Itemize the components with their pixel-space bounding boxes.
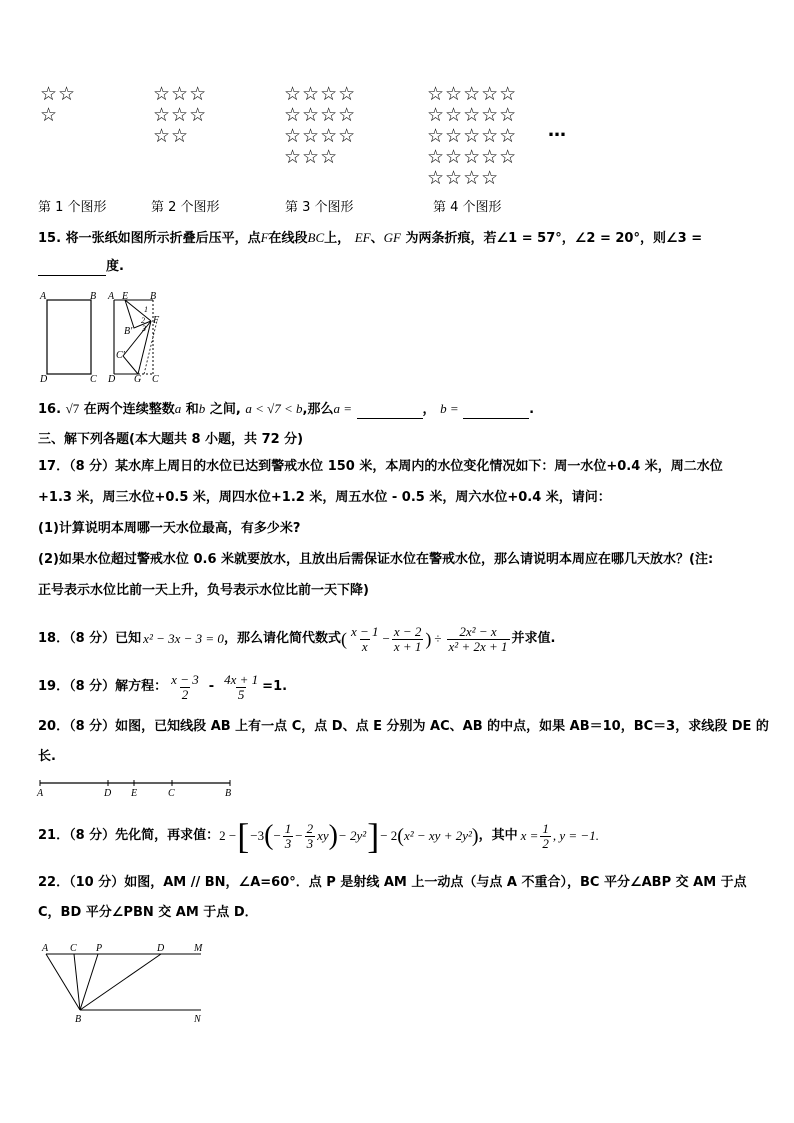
question-text: 上，	[324, 231, 351, 246]
label-E: E	[122, 291, 129, 302]
fraction	[447, 625, 510, 654]
question-text: ,那么	[302, 402, 334, 417]
label-D: D	[104, 788, 112, 798]
fraction	[169, 673, 201, 702]
operator: ÷	[434, 631, 442, 646]
math-term: −3	[250, 828, 265, 843]
question-text: =1.	[262, 679, 288, 694]
question-text: 之间,	[209, 402, 241, 417]
caption-figure-3: 第 3 个图形	[285, 200, 354, 215]
question-lead: 21．（8 分）先化简，再求值：	[38, 828, 220, 843]
pattern-figure-2	[153, 84, 207, 147]
separator: ，	[422, 402, 436, 417]
question-text: 在两个连续整数	[83, 402, 175, 417]
label-C-prime: C'	[116, 350, 125, 361]
answer-blank[interactable]	[38, 261, 106, 276]
label-P: P	[96, 943, 103, 954]
question-17-part2: (2)如果水位超过警戒水位 0.6 米就要放水，且放出后需保证水位在警戒水位，那么请说明本周应在哪几天放水？(注:	[38, 552, 714, 567]
segment-diagram	[36, 776, 236, 798]
label-angle1: 1	[144, 305, 148, 314]
caption-figure-1: 第 1 个图形	[38, 200, 107, 215]
question-text: 并求值.	[511, 631, 556, 646]
question-lead: 18．（8 分）已知	[38, 631, 142, 646]
star-row: ☆☆	[40, 83, 77, 105]
section-heading: 三、解下列各题(本大题共 8 小题，共 72 分)	[38, 432, 304, 447]
answer-blank-b[interactable]	[463, 404, 529, 419]
label-B: B	[90, 291, 97, 302]
numerator: x − 1	[350, 623, 379, 639]
pattern-figure-4	[427, 84, 517, 189]
ellipsis: …	[548, 120, 566, 141]
paren: (	[340, 629, 347, 649]
math-var: a =	[333, 401, 352, 416]
question-lead: 19．（8 分）解方程：	[38, 679, 168, 694]
answer-blank-a[interactable]	[357, 404, 423, 419]
question-21	[38, 813, 599, 859]
denominator: 2	[181, 686, 189, 702]
separator: 、	[370, 231, 384, 246]
question-text: 为两条折痕，若∠1 = 57°，∠2 = 20°，则∠3 =	[405, 231, 703, 246]
math-var: F	[260, 230, 269, 245]
math-var: b	[198, 401, 206, 416]
label-E: E	[131, 788, 138, 798]
question-15-line2	[38, 258, 124, 276]
fraction	[349, 625, 381, 654]
question-text: ，那么请化简代数式	[223, 631, 341, 646]
star-row: ☆☆☆☆	[284, 83, 357, 105]
fraction	[305, 822, 316, 851]
label-B2: B	[150, 291, 157, 302]
paren-right: )	[328, 820, 338, 851]
question-20-line1: 20．（8 分）如图，已知线段 AB 上有一点 C，点 D、点 E 分别为 AC、AB 的中点，如果 AB＝10，BC＝3，求线段 DE 的	[38, 719, 769, 734]
question-text: 在线段	[268, 231, 308, 246]
star-row: ☆☆☆☆☆	[427, 83, 518, 105]
label-A2: A	[108, 291, 115, 302]
star-row: ☆	[40, 104, 59, 126]
fraction	[540, 822, 551, 851]
bracket-right: ]	[367, 816, 380, 856]
label-C: C	[70, 943, 77, 954]
operator: −	[382, 631, 390, 646]
denominator: 5	[237, 686, 245, 702]
star-row: ☆☆☆	[284, 146, 339, 168]
label-M: M	[194, 943, 203, 954]
question-number: 16.	[38, 402, 62, 417]
fold-diagram	[38, 286, 168, 386]
label-D2: D	[108, 374, 116, 385]
star-row: ☆☆☆☆	[284, 125, 357, 147]
label-N: N	[194, 1014, 201, 1025]
unit-text: 度.	[106, 259, 124, 274]
angle-diagram	[36, 938, 216, 1028]
denominator: x	[361, 638, 368, 654]
math-term: − 2y²	[338, 828, 367, 843]
label-F: F	[153, 315, 160, 326]
fraction	[283, 822, 294, 851]
label-angle2: 2	[141, 316, 145, 325]
question-17-line1: 17．（8 分）某水库上周日的水位已达到警戒水位 150 米，本周内的水位变化情况如下：周一水位+0.4 米，周二水位	[38, 459, 723, 474]
math-inequality: a < √7 < b	[245, 401, 303, 416]
math-var: b =	[440, 401, 459, 416]
paren: )	[425, 629, 432, 649]
denominator: 3	[306, 835, 314, 851]
question-text: ，其中	[478, 828, 518, 843]
numerator: 1	[542, 820, 549, 836]
paren-left: (	[397, 825, 404, 847]
denominator: x + 1	[393, 638, 422, 654]
label-D: D	[157, 943, 165, 954]
label-C: C	[168, 788, 175, 798]
end-mark: .	[529, 402, 535, 417]
star-row: ☆☆☆☆☆	[427, 104, 518, 126]
question-17-part1: (1)计算说明本周哪一天水位最高，有多少米?	[38, 521, 301, 536]
math-sqrt: √7	[65, 401, 80, 416]
label-A: A	[40, 291, 47, 302]
question-19	[38, 667, 287, 707]
math-term: −	[295, 828, 303, 843]
bracket-left: [	[237, 816, 250, 856]
label-C2: C	[152, 374, 159, 385]
pattern-figure-3	[284, 84, 356, 168]
denominator: 3	[284, 835, 292, 851]
question-text: 和	[185, 402, 199, 417]
math-condition: x² − 3x − 3 = 0	[143, 631, 224, 646]
math-var: a	[174, 401, 182, 416]
label-G: G	[134, 374, 142, 385]
paren-left: (	[264, 820, 274, 851]
caption-figure-2: 第 2 个图形	[151, 200, 220, 215]
math-term: −	[273, 828, 281, 843]
math-term: , y = −1.	[552, 828, 599, 843]
segment-BD	[80, 954, 161, 1010]
question-text: 将一张纸如图所示折叠后压平，点	[65, 231, 261, 246]
math-term: 2 −	[219, 828, 237, 843]
label-angle3: 3	[142, 324, 146, 333]
numerator: x − 3	[171, 671, 199, 687]
star-row: ☆☆☆☆	[427, 167, 500, 189]
question-20-line2: 长.	[38, 749, 56, 764]
paren-right: )	[471, 825, 479, 847]
segment-BP	[80, 954, 98, 1010]
numerator: 4x + 1	[224, 671, 259, 687]
label-B: B	[75, 1014, 82, 1025]
math-term: x =	[520, 828, 539, 843]
math-var: GF	[383, 230, 401, 245]
question-15-line1	[38, 229, 702, 248]
star-row: ☆☆☆	[153, 104, 208, 126]
fraction	[222, 673, 260, 702]
math-term: x² − xy + 2y²	[403, 828, 472, 843]
star-row: ☆☆☆☆	[284, 104, 357, 126]
numerator: 1	[284, 820, 292, 836]
question-22-line2: C，BD 平分∠PBN 交 AM 于点 D．	[38, 905, 258, 920]
math-term: − 2	[380, 828, 398, 843]
question-22-line1: 22．（10 分）如图，AM // BN，∠A=60°．点 P 是射线 AM 上一动点（与点 A 不重合），BC 平分∠ABP 交 AM 于点	[38, 875, 747, 890]
paper-rectangle	[47, 300, 91, 374]
math-var: BC	[307, 230, 325, 245]
label-C: C	[90, 374, 97, 385]
star-row: ☆☆☆	[153, 83, 208, 105]
label-B-prime: B'	[124, 326, 133, 337]
star-row: ☆☆	[153, 125, 190, 147]
denominator: x² + 2x + 1	[448, 638, 508, 654]
pattern-figure-1	[40, 84, 76, 126]
question-17-line2: +1.3 米，周三水位+0.5 米，周四水位+1.2 米，周五水位 - 0.5 米，周六水位+0.4 米，请问：	[38, 490, 611, 505]
numerator: x − 2	[393, 623, 422, 639]
fraction	[392, 625, 424, 654]
question-number: 15.	[38, 231, 62, 246]
numerator: 2	[306, 820, 314, 836]
star-row: ☆☆☆☆☆	[427, 125, 518, 147]
operator: -	[208, 679, 215, 694]
denominator: 2	[542, 835, 549, 851]
label-A: A	[37, 788, 44, 798]
math-term: xy	[317, 828, 329, 843]
label-D: D	[40, 374, 48, 385]
question-17-note: 正号表示水位比前一天上升，负号表示水位比前一天下降)	[38, 583, 369, 598]
caption-figure-4: 第 4 个图形	[433, 200, 502, 215]
question-16	[38, 400, 534, 419]
question-18	[38, 619, 555, 659]
math-var: EF	[354, 230, 371, 245]
label-A: A	[42, 943, 49, 954]
label-B: B	[225, 788, 232, 798]
star-row: ☆☆☆☆☆	[427, 146, 518, 168]
numerator: 2x² − x	[459, 623, 497, 639]
